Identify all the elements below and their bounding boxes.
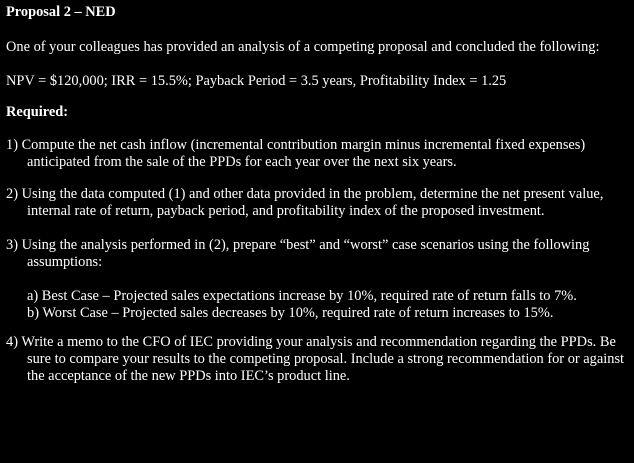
scenario-best-case: a) Best Case – Projected sales expectations increase by 10%, required rate of return falls to 7%. bbox=[27, 288, 577, 304]
document-body bbox=[6, 4, 630, 385]
requirement-item-4: 4) Write a memo to the CFO of IEC providing your analysis and recommendation regarding the PPDs. Be sure to compare your results to the competing proposal. Include a strong recommendation for or against the acceptance of the new PPDs into IEC’s product line. bbox=[6, 334, 625, 384]
requirement-item-1: 1) Compute the net cash inflow (incremental contribution margin minus incremental fixed expenses) anticipated from the sale of the PPDs for each year over the next six years. bbox=[6, 137, 586, 170]
competing-metrics: NPV = $120,000; IRR = 15.5%; Payback Period = 3.5 years, Profitability Index = 1.25 bbox=[6, 73, 507, 89]
requirement-item-3: 3) Using the analysis performed in (2), prepare “best” and “worst” case scenarios using the following assumptions: bbox=[6, 237, 590, 270]
intro-paragraph: One of your colleagues has provided an analysis of a competing proposal and concluded the following: bbox=[6, 39, 600, 55]
proposal-title: Proposal 2 – NED bbox=[6, 4, 116, 20]
required-heading: Required: bbox=[6, 104, 69, 120]
requirement-item-2: 2) Using the data computed (1) and other data provided in the problem, determine the net present value, internal rate of return, payback period, and profitability index of the proposed investment. bbox=[6, 186, 604, 219]
scenario-worst-case: b) Worst Case – Projected sales decreases by 10%, required rate of return increases to 15%. bbox=[27, 305, 554, 321]
